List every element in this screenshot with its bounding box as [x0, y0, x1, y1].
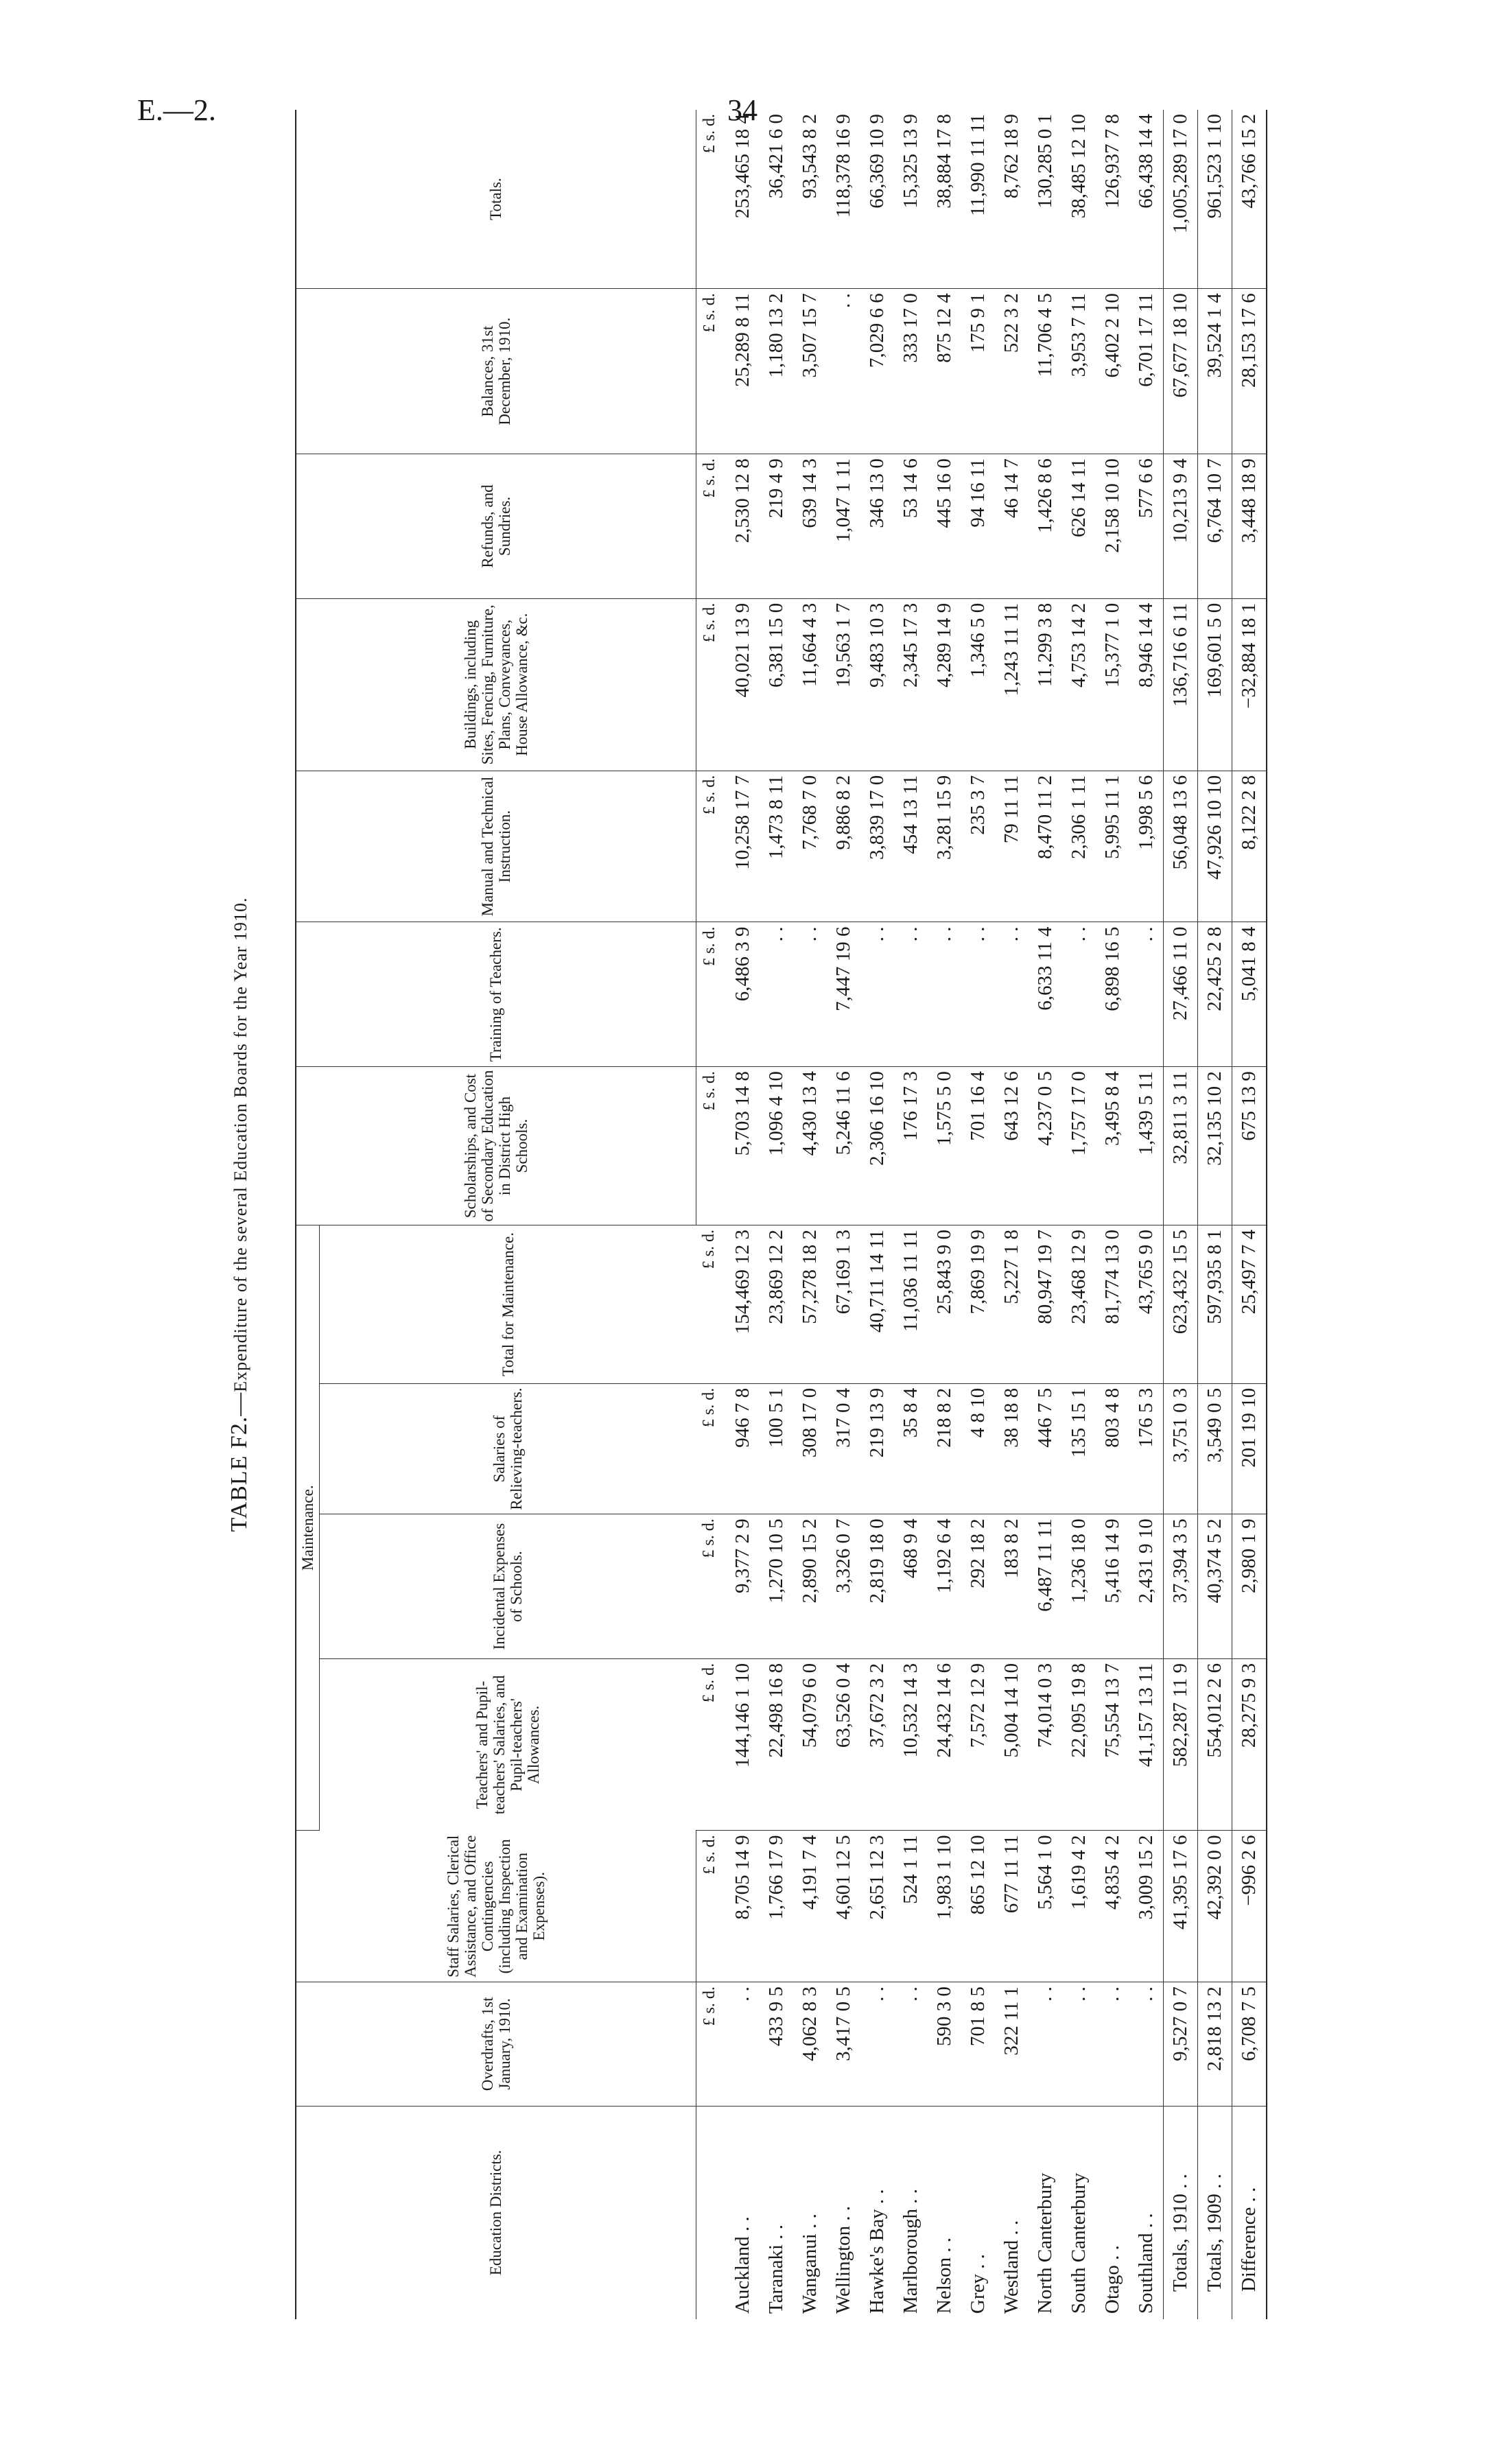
table-cell: 322 11 1: [995, 1982, 1029, 2106]
col-header-balances: Balances, 31st December, 1910.: [296, 289, 696, 454]
district-name: Nelson . .: [932, 2237, 955, 2314]
table-cell: 94 16 11: [961, 454, 995, 599]
table-cell: 11,706 4 5: [1029, 289, 1062, 454]
table-cell: 8,946 14 4: [1129, 598, 1164, 771]
table-cell: 3,417 0 5: [827, 1982, 860, 2106]
table-cell: 1,270 10 5: [760, 1514, 793, 1659]
table-cell: 25,843 9 0: [928, 1225, 961, 1383]
table-cell: . .: [860, 1982, 894, 2106]
table-cell: 446 7 5: [1029, 1383, 1062, 1514]
table-cell: 865 12 10: [961, 1831, 995, 1982]
table-cell: 2,345 17 3: [894, 598, 928, 771]
table-cell: 522 3 2: [995, 289, 1029, 454]
table-row: [860, 110, 894, 2319]
table-cell: 63,526 0 4: [827, 1658, 860, 1830]
table-cell: 597,935 8 1: [1197, 1225, 1232, 1383]
table-cell: 5,004 14 10: [995, 1658, 1029, 1830]
table-cell: 5,995 11 1: [1096, 771, 1129, 922]
units-cell: £ s. d.: [696, 598, 726, 771]
units-cell: £ s. d.: [696, 289, 726, 454]
table-row: [1129, 110, 1164, 2319]
table-cell: 445 16 0: [928, 454, 961, 599]
table-cell: 468 9 4: [894, 1514, 928, 1659]
table-cell: 11,299 3 8: [1029, 598, 1062, 771]
district-name: South Canterbury: [1067, 2172, 1090, 2314]
table-cell: 4,601 12 5: [827, 1831, 860, 1982]
table-cell: 176 5 3: [1129, 1383, 1164, 1514]
table-cell: 643 12 6: [995, 1067, 1029, 1225]
table-cell: 4,237 0 5: [1029, 1067, 1062, 1225]
table-cell: 126,937 7 8: [1096, 110, 1129, 289]
table-row: [995, 110, 1029, 2319]
table-row: [726, 110, 760, 2319]
table-cell: 1,983 1 10: [928, 1831, 961, 1982]
table-cell: 6,633 11 4: [1029, 922, 1062, 1067]
table-cell: 9,377 2 9: [726, 1514, 760, 1659]
table-cell: 1,439 5 11: [1129, 1067, 1164, 1225]
col-header-totals: Totals.: [296, 110, 696, 289]
table-cell: 80,947 19 7: [1029, 1225, 1062, 1383]
table-cell: 2,306 1 11: [1062, 771, 1096, 922]
table-cell: 3,751 0 3: [1163, 1383, 1197, 1514]
table-cell: 22,425 2 8: [1197, 922, 1232, 1067]
col-header-staff-salaries: Staff Salaries, Clerical Assistance, and Office Contingencies (including Inspection and Examination Expenses).: [296, 1831, 696, 1982]
table-cell: 1,998 5 6: [1129, 771, 1164, 922]
table-cell: . .: [894, 1982, 928, 2106]
table-cell: 2,890 15 2: [793, 1514, 827, 1659]
table-cell: 10,213 9 4: [1163, 454, 1197, 599]
units-cell: £ s. d.: [696, 110, 726, 289]
table-cell: 7,768 7 0: [793, 771, 827, 922]
district-name: Auckland . .: [731, 2216, 753, 2314]
col-header-total-maintenance: Total for Maintenance.: [320, 1225, 696, 1383]
table-cell: 7,447 19 6: [827, 922, 860, 1067]
table-cell: 4,289 14 9: [928, 598, 961, 771]
table-cell: 1,180 13 2: [760, 289, 793, 454]
col-header-manual: Manual and Technical Instruction.: [296, 771, 696, 922]
table-cell: . .: [1129, 1982, 1164, 2106]
table-cell: 40,711 14 11: [860, 1225, 894, 1383]
table-cell: 253,465 18 4: [726, 110, 760, 289]
table-cell: 40,021 13 9: [726, 598, 760, 771]
table-cell: 7,572 12 9: [961, 1658, 995, 1830]
table-cell: 66,438 14 4: [1129, 110, 1164, 289]
table-cell: 433 9 5: [760, 1982, 793, 2106]
table-cell: 25,289 8 11: [726, 289, 760, 454]
table-cell: 4,753 14 2: [1062, 598, 1096, 771]
units-cell: £ s. d.: [696, 1831, 726, 1982]
table-cell: 2,158 10 10: [1096, 454, 1129, 599]
table-cell: 47,926 10 10: [1197, 771, 1232, 922]
table-cell: 219 13 9: [860, 1383, 894, 1514]
table-cell: 183 8 2: [995, 1514, 1029, 1659]
totals-row: [1232, 110, 1267, 2319]
col-header-refunds: Refunds, and Sundries.: [296, 454, 696, 599]
table-cell: 1,619 4 2: [1062, 1831, 1096, 1982]
units-cell: £ s. d.: [696, 922, 726, 1067]
table-cell: 3,953 7 11: [1062, 289, 1096, 454]
table-cell: −32,884 18 1: [1232, 598, 1267, 771]
table-cell: 875 12 4: [928, 289, 961, 454]
table-cell: 176 17 3: [894, 1067, 928, 1225]
table-cell: . .: [1062, 1982, 1096, 2106]
table-cell: 1,346 5 0: [961, 598, 995, 771]
table-cell: 8,762 18 9: [995, 110, 1029, 289]
table-cell: 2,818 13 2: [1197, 1982, 1232, 2106]
table-row: [1029, 110, 1062, 2319]
table-cell: 93,543 8 2: [793, 110, 827, 289]
col-header-teachers-salaries: Teachers' and Pupil-teachers' Salaries, and Pupil-teachers' Allowances.: [473, 1675, 542, 1815]
district-name: Southland . .: [1134, 2213, 1157, 2314]
table-cell: 1,096 4 10: [760, 1067, 793, 1225]
table-cell: 554,012 2 6: [1197, 1658, 1232, 1830]
table-cell: 2,651 12 3: [860, 1831, 894, 1982]
table-cell: −996 2 6: [1232, 1831, 1267, 1982]
table-cell: 28,275 9 3: [1232, 1658, 1267, 1830]
table-cell: 11,990 11 11: [961, 110, 995, 289]
table-cell: 4,062 8 3: [793, 1982, 827, 2106]
table-cell: 3,495 8 4: [1096, 1067, 1129, 1225]
table-cell: 346 13 0: [860, 454, 894, 599]
table-cell: 5,416 14 9: [1096, 1514, 1129, 1659]
table-cell: 1,005,289 17 0: [1163, 110, 1197, 289]
table-cell: 6,764 10 7: [1197, 454, 1232, 599]
table-cell: 41,395 17 6: [1163, 1831, 1197, 1982]
table-cell: . .: [928, 922, 961, 1067]
table-cell: 946 7 8: [726, 1383, 760, 1514]
table-cell: 175 9 1: [961, 289, 995, 454]
table-cell: 308 17 0: [793, 1383, 827, 1514]
district-name: Grey . .: [966, 2254, 989, 2314]
table-title: [226, 110, 253, 2319]
table-cell: 961,523 1 10: [1197, 110, 1232, 289]
table-cell: . .: [1096, 1982, 1129, 2106]
table-cell: 626 14 11: [1062, 454, 1096, 599]
table-cell: 639 14 3: [793, 454, 827, 599]
table-cell: . .: [961, 922, 995, 1067]
table-cell: 235 3 7: [961, 771, 995, 922]
col-group-maintenance: Maintenance.: [296, 1225, 320, 1830]
table-cell: 24,432 14 6: [928, 1658, 961, 1830]
table-cell: 169,601 5 0: [1197, 598, 1232, 771]
table-cell: 333 17 0: [894, 289, 928, 454]
table-cell: 677 11 11: [995, 1831, 1029, 1982]
table-cell: 623,432 15 5: [1163, 1225, 1197, 1383]
table-cell: 7,869 19 9: [961, 1225, 995, 1383]
table-cell: 144,146 1 10: [726, 1658, 760, 1830]
table-cell: 4,835 4 2: [1096, 1831, 1129, 1982]
page-code: E.—2.: [137, 93, 216, 127]
table-cell: 43,766 15 2: [1232, 110, 1267, 289]
units-cell: £ s. d.: [696, 1383, 726, 1514]
table-cell: 218 8 2: [928, 1383, 961, 1514]
table-cell: 8,122 2 8: [1232, 771, 1267, 922]
table-cell: 57,278 18 2: [793, 1225, 827, 1383]
table-row: [894, 110, 928, 2319]
table-cell: 3,009 15 2: [1129, 1831, 1164, 1982]
table-cell: 118,378 16 9: [827, 110, 860, 289]
table-cell: 32,811 3 11: [1163, 1067, 1197, 1225]
units-blank: [696, 2106, 726, 2319]
table-cell: 38,485 12 10: [1062, 110, 1096, 289]
table-cell: 2,980 1 9: [1232, 1514, 1267, 1659]
table-cell: . .: [995, 922, 1029, 1067]
units-cell: £ s. d.: [696, 1067, 726, 1225]
rotated-table-area: [226, 110, 1407, 2319]
table-row: [1096, 110, 1129, 2319]
district-name: Hawke's Bay . .: [865, 2189, 888, 2314]
table-row: [961, 110, 995, 2319]
table-cell: 1,192 6 4: [928, 1514, 961, 1659]
col-header-buildings: Buildings, including Sites, Fencing, Furniture, Plans, Conveyances, House Allowance, &c.: [296, 598, 696, 771]
table-row: [760, 110, 793, 2319]
table-cell: 2,530 12 8: [726, 454, 760, 599]
table-cell: 38 18 8: [995, 1383, 1029, 1514]
table-cell: 1,243 11 11: [995, 598, 1029, 771]
table-cell: 803 4 8: [1096, 1383, 1129, 1514]
table-cell: 8,470 11 2: [1029, 771, 1062, 922]
table-cell: 75,554 13 7: [1096, 1658, 1129, 1830]
table-cell: 100 5 1: [760, 1383, 793, 1514]
table-cell: 40,374 5 2: [1197, 1514, 1232, 1659]
table-cell: 6,381 15 0: [760, 598, 793, 771]
table-cell: 4,191 7 4: [793, 1831, 827, 1982]
table-cell: 4 8 10: [961, 1383, 995, 1514]
table-cell: 9,483 10 3: [860, 598, 894, 771]
table-cell: 136,716 6 11: [1163, 598, 1197, 771]
table-cell: 67,677 18 10: [1163, 289, 1197, 454]
table-cell: 1,426 8 6: [1029, 454, 1062, 599]
table-cell: 46 14 7: [995, 454, 1029, 599]
table-cell: 675 13 9: [1232, 1067, 1267, 1225]
table-cell: 19,563 1 7: [827, 598, 860, 771]
table-cell: 6,898 16 5: [1096, 922, 1129, 1067]
table-cell: 9,886 8 2: [827, 771, 860, 922]
district-name: Otago . .: [1101, 2245, 1123, 2314]
page-number: 34: [727, 93, 758, 127]
table-cell: 28,153 17 6: [1232, 289, 1267, 454]
units-cell: £ s. d.: [696, 1514, 726, 1659]
table-row: [827, 110, 860, 2319]
table-cell: 79 11 11: [995, 771, 1029, 922]
table-cell: 292 18 2: [961, 1514, 995, 1659]
expenditure-table: [295, 110, 1267, 2319]
table-cell: 4,430 13 4: [793, 1067, 827, 1225]
table-cell: 10,258 17 7: [726, 771, 760, 922]
table-cell: 11,036 11 11: [894, 1225, 928, 1383]
district-name: North Canterbury: [1033, 2172, 1056, 2314]
table-cell: 11,664 4 3: [793, 598, 827, 771]
table-cell: 3,281 15 9: [928, 771, 961, 922]
table-cell: 32,135 10 2: [1197, 1067, 1232, 1225]
table-cell: 56,048 13 6: [1163, 771, 1197, 922]
units-cell: £ s. d.: [696, 1225, 726, 1383]
table-cell: 201 19 10: [1232, 1383, 1267, 1514]
table-cell: 5,041 8 4: [1232, 922, 1267, 1067]
table-cell: 22,095 19 8: [1062, 1658, 1096, 1830]
table-cell: 27,466 11 0: [1163, 922, 1197, 1067]
table-cell: 5,703 14 8: [726, 1067, 760, 1225]
table-cell: 8,705 14 9: [726, 1831, 760, 1982]
table-cell: 74,014 0 3: [1029, 1658, 1062, 1830]
table-cell: 577 6 6: [1129, 454, 1164, 599]
district-name: Taranaki . .: [764, 2224, 787, 2314]
table-cell: 454 13 11: [894, 771, 928, 922]
table-cell: 1,047 1 11: [827, 454, 860, 599]
table-row: [793, 110, 827, 2319]
table-cell: 6,402 2 10: [1096, 289, 1129, 454]
table-cell: 5,564 1 0: [1029, 1831, 1062, 1982]
col-header-districts: Education Districts.: [296, 2106, 696, 2319]
table-cell: 25,497 7 4: [1232, 1225, 1267, 1383]
table-cell: 154,469 12 3: [726, 1225, 760, 1383]
units-cell: £ s. d.: [696, 454, 726, 599]
totals-row: [1197, 110, 1232, 2319]
table-cell: . .: [726, 1982, 760, 2106]
table-cell: 6,708 7 5: [1232, 1982, 1267, 2106]
table-cell: 590 3 0: [928, 1982, 961, 2106]
table-cell: 23,869 12 2: [760, 1225, 793, 1383]
table-cell: 219 4 9: [760, 454, 793, 599]
table-cell: . .: [1062, 922, 1096, 1067]
table-cell: 81,774 13 0: [1096, 1225, 1129, 1383]
col-header-scholarships: Scholarships, and Cost of Secondary Education in District High Schools.: [296, 1067, 696, 1225]
table-title-caps: Expenditure of the several Education Boards for the Year 1910.: [231, 897, 250, 1392]
table-cell: 38,884 17 8: [928, 110, 961, 289]
table-cell: 1,766 17 9: [760, 1831, 793, 1982]
table-title-main: TABLE F2.—: [226, 1392, 252, 1532]
table-cell: 39,524 1 4: [1197, 289, 1232, 454]
table-cell: 130,285 0 1: [1029, 110, 1062, 289]
units-cell: £ s. d.: [696, 771, 726, 922]
table-row: [1062, 110, 1096, 2319]
table-cell: 1,473 8 11: [760, 771, 793, 922]
units-cell: £ s. d.: [696, 1658, 726, 1830]
table-cell: . .: [1129, 922, 1164, 1067]
table-cell: 15,325 13 9: [894, 110, 928, 289]
table-cell: 582,287 11 9: [1163, 1658, 1197, 1830]
table-cell: 1,757 17 0: [1062, 1067, 1096, 1225]
table-cell: 317 0 4: [827, 1383, 860, 1514]
table-cell: 66,369 10 9: [860, 110, 894, 289]
table-cell: 5,227 1 8: [995, 1225, 1029, 1383]
col-header-incidental: Incidental Expenses of Schools.: [320, 1514, 696, 1659]
table-cell: 3,549 0 5: [1197, 1383, 1232, 1514]
table-cell: . .: [793, 922, 827, 1067]
table-cell: 2,819 18 0: [860, 1514, 894, 1659]
col-header-training: Training of Teachers.: [296, 922, 696, 1067]
table-cell: 701 16 4: [961, 1067, 995, 1225]
table-cell: 42,392 0 0: [1197, 1831, 1232, 1982]
district-name: Wellington . .: [832, 2205, 854, 2314]
totals-label: Difference . .: [1232, 2106, 1267, 2319]
table-cell: 36,421 6 0: [760, 110, 793, 289]
table-cell: 41,157 13 11: [1129, 1658, 1164, 1830]
table-row: [928, 110, 961, 2319]
table-cell: 23,468 12 9: [1062, 1225, 1096, 1383]
table-cell: 6,486 3 9: [726, 922, 760, 1067]
table-cell: 701 8 5: [961, 1982, 995, 2106]
table-cell: 53 14 6: [894, 454, 928, 599]
table-cell: 3,507 15 7: [793, 289, 827, 454]
table-cell: 22,498 16 8: [760, 1658, 793, 1830]
table-cell: 2,431 9 10: [1129, 1514, 1164, 1659]
district-name: Marlborough . .: [899, 2188, 921, 2314]
table-cell: 54,079 6 0: [793, 1658, 827, 1830]
table-cell: 15,377 1 0: [1096, 598, 1129, 771]
totals-label: Totals, 1910 . .: [1163, 2106, 1197, 2319]
table-cell: 524 1 11: [894, 1831, 928, 1982]
table-cell: 1,236 18 0: [1062, 1514, 1096, 1659]
table-cell: 3,326 0 7: [827, 1514, 860, 1659]
table-cell: 37,394 3 5: [1163, 1514, 1197, 1659]
table-cell: 6,701 17 11: [1129, 289, 1164, 454]
table-cell: . .: [860, 922, 894, 1067]
table-cell: . .: [827, 289, 860, 454]
table-cell: 35 8 4: [894, 1383, 928, 1514]
table-cell: . .: [760, 922, 793, 1067]
district-name: Westland . .: [1000, 2220, 1022, 2314]
table-cell: 6,487 11 11: [1029, 1514, 1062, 1659]
col-header-relieving: Salaries of Relieving-teachers.: [320, 1383, 696, 1514]
table-cell: 135 15 1: [1062, 1383, 1096, 1514]
units-row: [696, 110, 726, 2319]
district-name: Wanganui . .: [798, 2214, 821, 2314]
table-cell: 67,169 1 3: [827, 1225, 860, 1383]
table-cell: 3,839 17 0: [860, 771, 894, 922]
totals-row: [1163, 110, 1197, 2319]
table-cell: 2,306 16 10: [860, 1067, 894, 1225]
table-cell: 1,575 5 0: [928, 1067, 961, 1225]
units-cell: £ s. d.: [696, 1982, 726, 2106]
table-cell: 3,448 18 9: [1232, 454, 1267, 599]
totals-label: Totals, 1909 . .: [1197, 2106, 1232, 2319]
table-cell: 37,672 3 2: [860, 1658, 894, 1830]
table-cell: 9,527 0 7: [1163, 1982, 1197, 2106]
table-cell: 5,246 11 6: [827, 1067, 860, 1225]
table-cell: 7,029 6 6: [860, 289, 894, 454]
table-cell: 10,532 14 3: [894, 1658, 928, 1830]
table-cell: . .: [894, 922, 928, 1067]
table-cell: . .: [1029, 1982, 1062, 2106]
col-header-overdrafts: Overdrafts, 1st January, 1910.: [296, 1982, 696, 2106]
table-cell: 43,765 9 0: [1129, 1225, 1164, 1383]
